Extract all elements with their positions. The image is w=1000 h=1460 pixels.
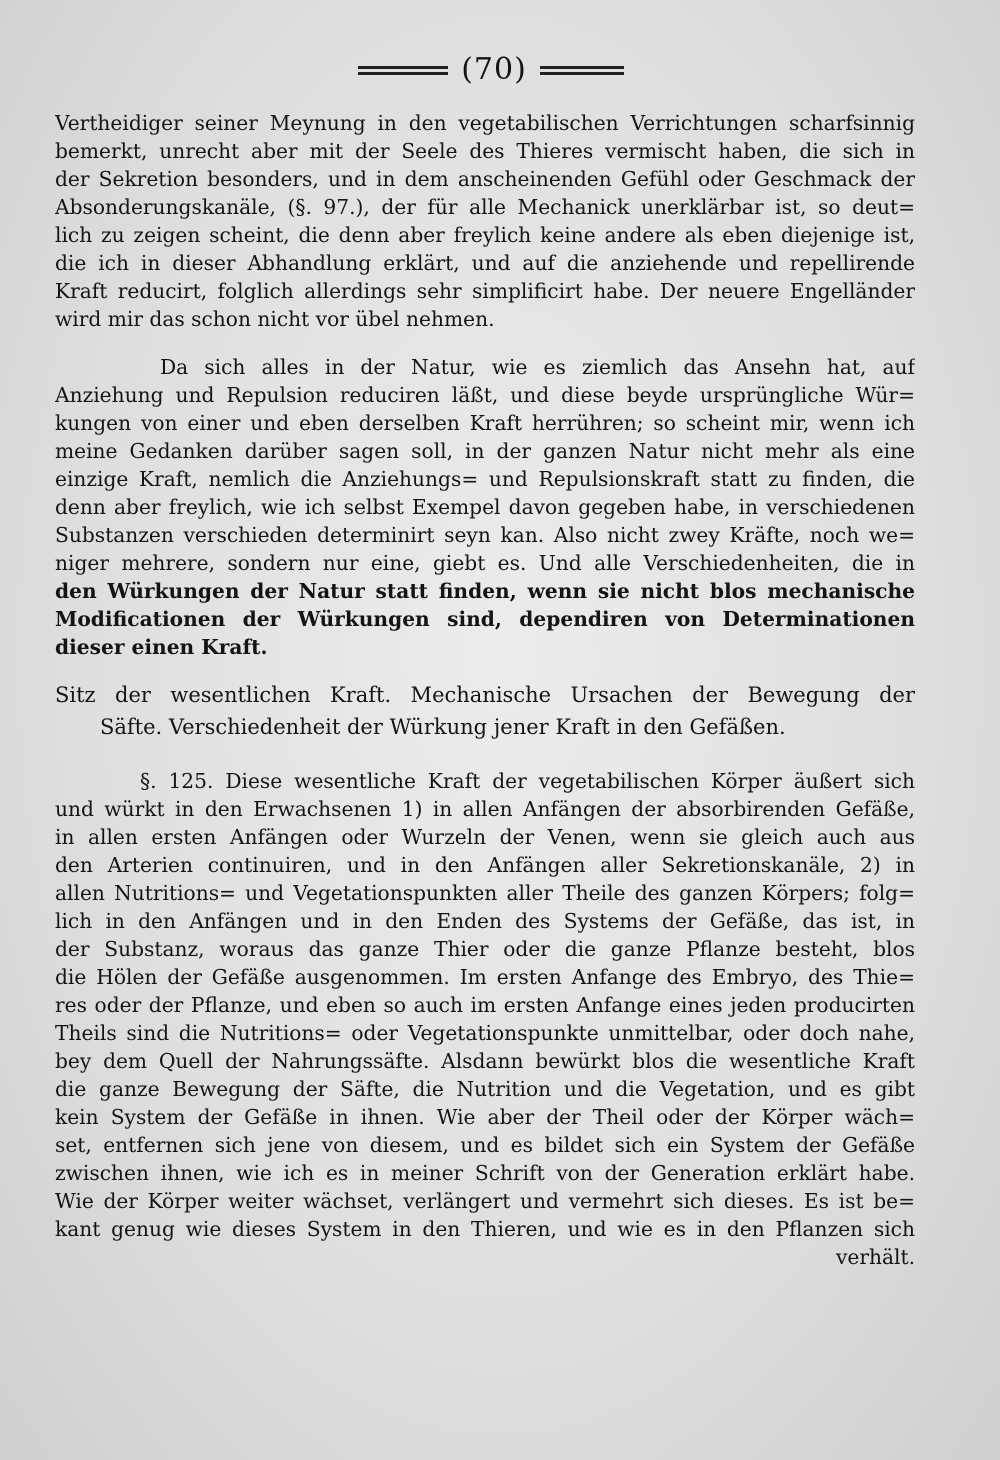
text-line: dieser einen Kraft. <box>55 635 268 659</box>
text-line: Anziehung und Repulsion reduciren läßt, und diese beyde ursprüngliche Wür= <box>55 383 915 407</box>
section-heading-line: Sitz der wesentlichen Kraft. Mechanische Ursachen der Bewegung der <box>55 683 915 707</box>
text-line: den Würkungen der Natur statt finden, wenn sie nicht blos mechanische <box>55 579 915 603</box>
text-line: einzige Kraft, nemlich die Anziehungs= und Repulsionskraft statt zu finden, die <box>55 467 915 491</box>
text-line: Vertheidiger seiner Meynung in den vegetabilischen Verrichtungen scharfsinnig <box>55 111 915 135</box>
text-line: set, entfernen sich jene von diesem, und es bildet sich ein System der Gefäße <box>55 1133 915 1157</box>
text-line: Absonderungskanäle, (§. 97.), der für alle Mechanick unerklärbar ist, so deut= <box>55 195 915 219</box>
text-line: die ich in dieser Abhandlung erklärt, und auf die anziehende und repellirende <box>55 251 915 275</box>
text-line: zwischen ihnen, wie ich es in meiner Schrift von der Generation erklärt habe. <box>55 1161 915 1185</box>
text-line: res oder der Pflanze, und eben so auch im ersten Anfange eines jeden producirten <box>55 993 915 1017</box>
text-line: der Sekretion besonders, und in dem anscheinenden Gefühl oder Geschmack der <box>55 167 915 191</box>
text-line: Theils sind die Nutritions= oder Vegetationspunkte unmittelbar, oder doch nahe, <box>55 1021 915 1045</box>
text-line: bey dem Quell der Nahrungssäfte. Alsdann bewürkt blos die wesentliche Kraft <box>55 1049 915 1073</box>
header-rule-left <box>358 66 448 76</box>
text-line: meine Gedanken darüber sagen soll, in der ganzen Natur nicht mehr als eine <box>55 439 915 463</box>
page-header <box>0 48 1000 92</box>
text-line: Kraft reducirt, folglich allerdings sehr simplificirt habe. Der neuere Engelländer <box>55 279 915 303</box>
text-line: und würkt in den Erwachsenen 1) in allen Anfängen der absorbirenden Gefäße, <box>55 797 915 821</box>
text-line: §. 125. Diese wesentliche Kraft der vegetabilischen Körper äußert sich <box>140 769 915 793</box>
text-line: die Hölen der Gefäße ausgenommen. Im ersten Anfange des Embryo, des Thie= <box>55 965 915 989</box>
text-line: kant genug wie dieses System in den Thieren, und wie es in den Pflanzen sich <box>55 1217 915 1241</box>
text-line: allen Nutritions= und Vegetationspunkten aller Theile des ganzen Körpers; folg= <box>55 881 915 905</box>
text-line: die ganze Bewegung der Säfte, die Nutrition und die Vegetation, und es gibt <box>55 1077 915 1101</box>
text-line: niger mehrere, sondern nur eine, giebt es. Und alle Verschiedenheiten, die in <box>55 551 915 575</box>
text-line: kein System der Gefäße in ihnen. Wie aber der Theil oder der Körper wäch= <box>55 1105 915 1129</box>
text-line: Da sich alles in der Natur, wie es ziemlich das Ansehn hat, auf <box>160 355 915 379</box>
text-line: Substanzen verschieden determinirt seyn kan. Also nicht zwey Kräfte, noch we= <box>55 523 915 547</box>
text-line: lich in den Anfängen und in den Enden des Systems der Gefäße, das ist, in <box>55 909 915 933</box>
text-line: der Substanz, woraus das ganze Thier oder die ganze Pflanze besteht, blos <box>55 937 915 961</box>
text-line: in allen ersten Anfängen oder Wurzeln der Venen, wenn sie gleich auch aus <box>55 825 915 849</box>
page-number: (70) <box>461 52 527 87</box>
text-line: denn aber freylich, wie ich selbst Exempel davon gegeben habe, in verschiedenen <box>55 495 915 519</box>
text-line: wird mir das schon nicht vor übel nehmen. <box>55 307 495 331</box>
text-line: Wie der Körper weiter wächset, verlängert und vermehrt sich dieses. Es ist be= <box>55 1189 915 1213</box>
text-line: lich zu zeigen scheint, die denn aber freylich keine andere als eben diejenige ist, <box>55 223 915 247</box>
text-line: verhält. <box>835 1245 915 1269</box>
section-heading-line: Säfte. Verschiedenheit der Würkung jener Kraft in den Gefäßen. <box>100 715 786 739</box>
text-line: kungen von einer und eben derselben Kraft herrühren; so scheint mir, wenn ich <box>55 411 915 435</box>
text-line: Modificationen der Würkungen sind, dependiren von Determinationen <box>55 607 915 631</box>
text-line: bemerkt, unrecht aber mit der Seele des Thieres vermischt haben, die sich in <box>55 139 915 163</box>
text-line: den Arterien continuiren, und in den Anfängen aller Sekretionskanäle, 2) in <box>55 853 915 877</box>
header-rule-right <box>540 66 624 76</box>
